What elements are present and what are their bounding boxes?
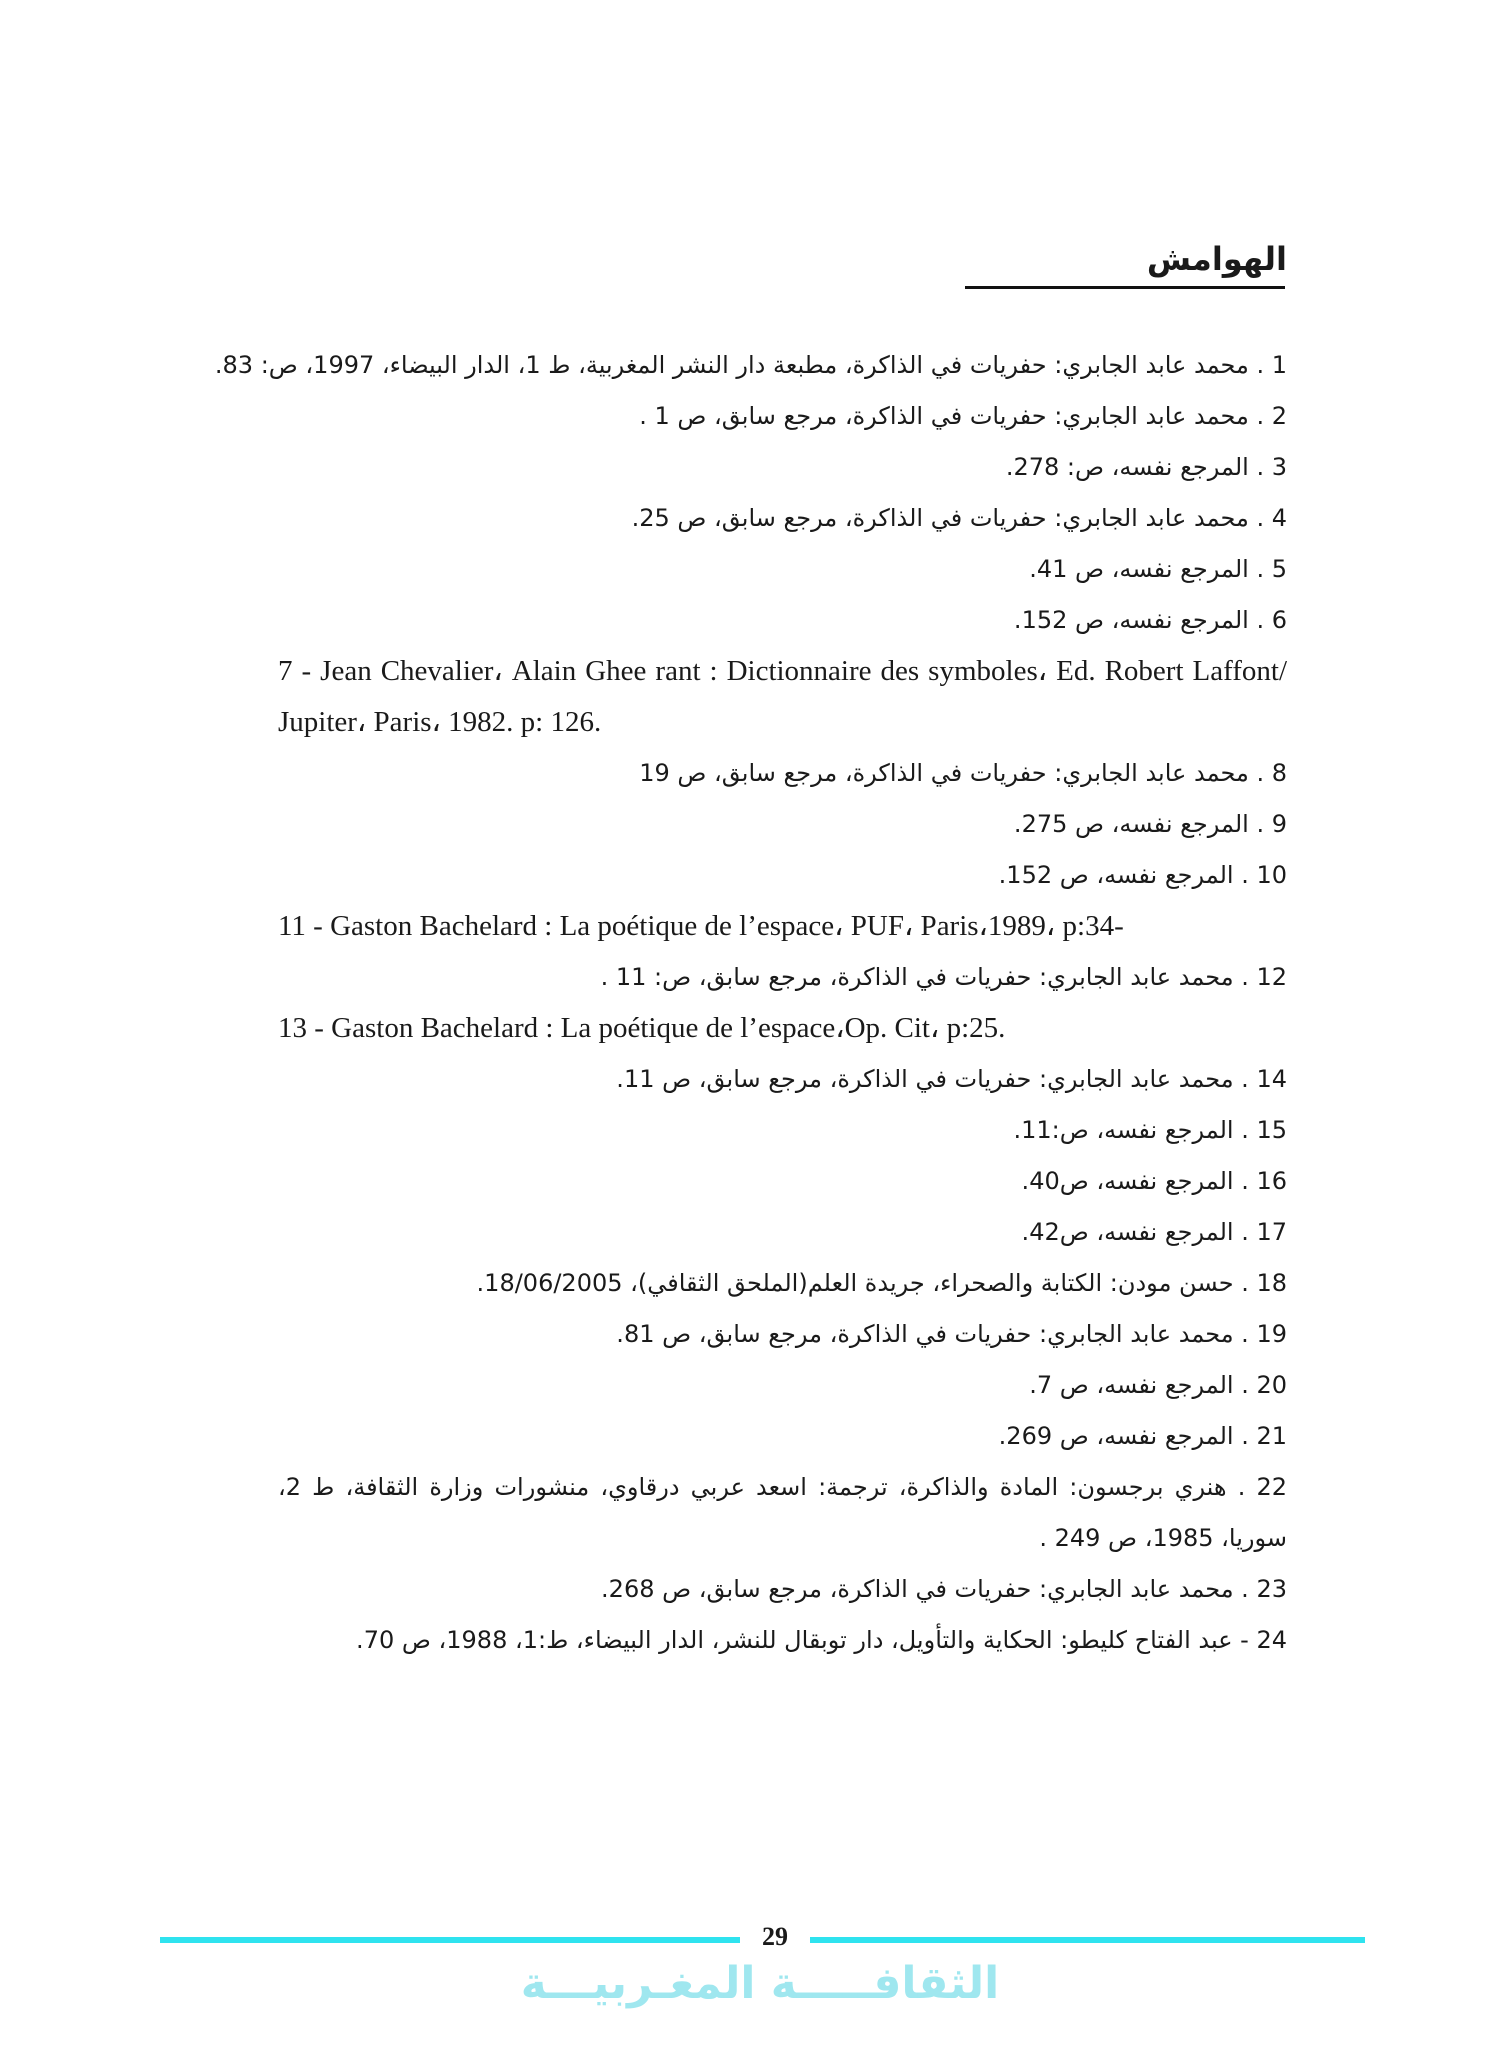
endnote-14: 14 . محمد عابد الجابري: حفريات في الذاكرة، مرجع سابق، ص 11. xyxy=(616,1065,1287,1093)
heading-underline xyxy=(965,286,1285,289)
endnote-10: 10 . المرجع نفسه، ص 152. xyxy=(998,861,1287,889)
endnotes-list xyxy=(214,340,1287,1666)
endnote-6: 6 . المرجع نفسه، ص 152. xyxy=(1013,606,1287,634)
endnote-15: 15 . المرجع نفسه، ص:11. xyxy=(1013,1116,1287,1144)
endnote-17: 17 . المرجع نفسه، ص42. xyxy=(1021,1218,1287,1246)
endnote-23: 23 . محمد عابد الجابري: حفريات في الذاكرة، مرجع سابق، ص 268. xyxy=(601,1575,1287,1603)
endnote-18: 18 . حسن مودن: الكتابة والصحراء، جريدة العلم(الملحق الثقافي)، 18/06/2005. xyxy=(476,1269,1287,1297)
endnote-16: 16 . المرجع نفسه، ص40. xyxy=(1021,1167,1287,1195)
notes-heading: الهوامش xyxy=(1146,240,1287,278)
endnote-8: 8 . محمد عابد الجابري: حفريات في الذاكرة، مرجع سابق، ص 19 xyxy=(639,759,1287,787)
footer-rule-left xyxy=(160,1937,740,1943)
endnote-5: 5 . المرجع نفسه، ص 41. xyxy=(1029,555,1287,583)
endnote-24: 24 - عبد الفتاح كليطو: الحكاية والتأويل، دار توبقال للنشر، الدار البيضاء، ط:1، 1988، ص 70. xyxy=(356,1626,1287,1654)
footer-rule-right xyxy=(810,1937,1365,1943)
endnote-13: 13 - Gaston Bachelard : La poétique de l’espace،Op. Cit، p:25. xyxy=(278,1012,1006,1044)
endnote-4: 4 . محمد عابد الجابري: حفريات في الذاكرة، مرجع سابق، ص 25. xyxy=(631,504,1287,532)
endnote-12: 12 . محمد عابد الجابري: حفريات في الذاكرة، مرجع سابق، ص: 11 . xyxy=(600,963,1287,991)
magazine-title: الثقافـــــة المغـربيـــة xyxy=(520,1958,1000,2009)
endnote-22: 22 . هنري برجسون: المادة والذاكرة، ترجمة: اسعد عربي درقاوي، منشورات وزارة الثقافة، ط 2، سوريا، 1985، ص 249 . xyxy=(278,1473,1287,1552)
endnote-7: 7 - Jean Chevalier، Alain Ghee rant : Dictionnaire des symboles، Ed. Robert Laffont/ Jupiter، Paris، 1982. p: 126. xyxy=(278,655,1287,738)
endnote-21: 21 . المرجع نفسه، ص 269. xyxy=(998,1422,1287,1450)
endnote-2: 2 . محمد عابد الجابري: حفريات في الذاكرة، مرجع سابق، ص 1 . xyxy=(639,402,1287,430)
endnote-1: 1 . محمد عابد الجابري: حفريات في الذاكرة، مطبعة دار النشر المغربية، ط 1، الدار البيضاء، 1997، ص: 83. xyxy=(214,351,1287,379)
endnote-3: 3 . المرجع نفسه، ص: 278. xyxy=(1005,453,1287,481)
endnote-19: 19 . محمد عابد الجابري: حفريات في الذاكرة، مرجع سابق، ص 81. xyxy=(616,1320,1287,1348)
page-number: 29 xyxy=(762,1922,788,1951)
endnote-20: 20 . المرجع نفسه، ص 7. xyxy=(1029,1371,1287,1399)
endnote-9: 9 . المرجع نفسه، ص 275. xyxy=(1013,810,1287,838)
endnote-11: 11 - Gaston Bachelard : La poétique de l’espace، PUF، Paris،1989، p:34- xyxy=(278,910,1124,942)
